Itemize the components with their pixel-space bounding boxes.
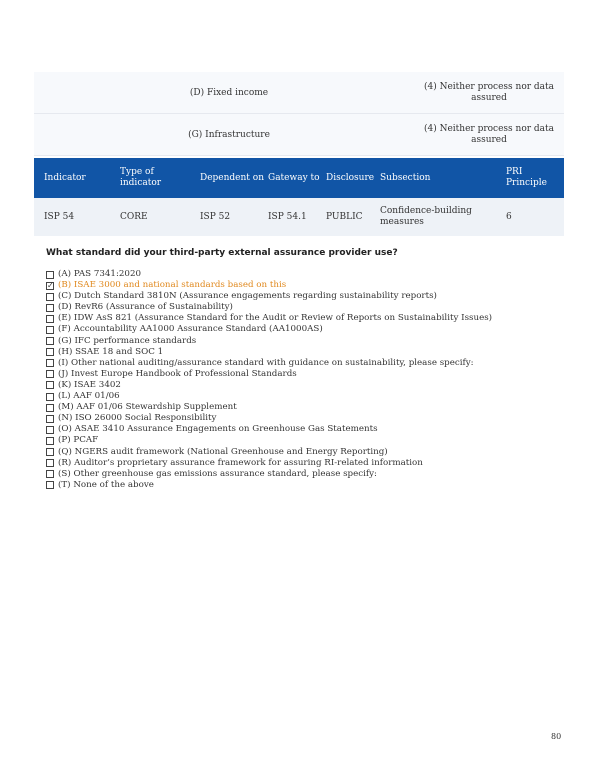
cell-principle: 6 [506,211,512,222]
option-label: (G) IFC performance standards [58,335,197,346]
asset-class-assurance-table [34,72,564,156]
header-indicator: Indicator [44,172,86,183]
cell-dependent: ISP 52 [200,211,231,222]
option-item[interactable] [46,424,492,435]
header-subsection: Subsection [380,172,431,183]
question-text: What standard did your third-party external assurance provider use? [46,248,398,258]
checkbox-icon[interactable] [46,481,54,489]
assurance-standard-options [46,269,492,491]
checkbox-icon[interactable] [46,315,54,323]
option-item[interactable] [46,324,492,335]
header-gateway: Gateway to [268,172,320,183]
option-label: (O) ASAE 3410 Assurance Engagements on Greenhouse Gas Statements [58,424,378,435]
header-type: Type of indicator [120,167,162,188]
option-label: (K) ISAE 3402 [58,379,121,390]
checkbox-icon[interactable] [46,415,54,423]
option-item[interactable] [46,336,492,347]
option-item[interactable] [46,413,492,424]
header-dependent: Dependent on [200,172,265,183]
asset-class-label: (D) Fixed income [189,88,269,98]
option-item[interactable] [46,280,492,291]
cell-indicator: ISP 54 [44,211,75,222]
assurance-value: (4) Neither process nor data assured [423,82,555,103]
option-item[interactable] [46,480,492,491]
checkbox-icon[interactable] [46,304,54,312]
indicator-table [34,158,564,236]
option-label: (S) Other greenhouse gas emissions assurance standard, please specify: [58,468,377,479]
checkbox-icon[interactable] [46,337,54,345]
option-label: (E) IDW AsS 821 (Assurance Standard for the Audit or Review of Reports on Sustainability Issues) [58,313,493,324]
checkbox-icon[interactable] [46,426,54,434]
header-disclosure: Disclosure [326,172,375,183]
option-item[interactable] [46,402,492,413]
cell-type: CORE [120,211,148,222]
option-label: (H) SSAE 18 and SOC 1 [58,346,164,357]
page-number: 80 [551,732,562,741]
option-label: (B) ISAE 3000 and national standards based on this [58,280,287,291]
checkbox-icon[interactable] [46,459,54,467]
option-label: (Q) NGERS audit framework (National Greenhouse and Energy Reporting) [58,446,388,457]
option-item[interactable] [46,391,492,402]
option-item[interactable] [46,447,492,458]
header-principle: PRI Principle [506,167,547,188]
checkbox-icon[interactable] [46,348,54,356]
option-item[interactable] [46,347,492,358]
assurance-value: (4) Neither process nor data assured [423,124,555,145]
checkbox-icon[interactable] [46,448,54,456]
option-label: (R) Auditor’s proprietary assurance framework for assuring RI-related information [58,457,423,468]
option-label: (L) AAF 01/06 [58,391,120,402]
asset-class-label: (G) Infrastructure [188,130,270,140]
option-item[interactable] [46,302,492,313]
cell-gateway: ISP 54.1 [268,211,307,222]
option-item[interactable] [46,435,492,446]
checkbox-icon[interactable] [46,393,54,401]
checkbox-icon[interactable] [46,470,54,478]
option-item[interactable] [46,369,492,380]
table-row [34,72,564,114]
option-item[interactable] [46,358,492,369]
option-label: (C) Dutch Standard 3810N (Assurance engagements regarding sustainability reports) [58,291,437,302]
table-row [34,198,564,236]
option-label: (I) Other national auditing/assurance standard with guidance on sustainability, please specify: [58,357,474,368]
option-label: (A) PAS 7341:2020 [58,269,141,279]
cell-subsection: Confidence-building measures [380,206,472,227]
checkbox-icon[interactable] [46,326,54,334]
table-row [34,114,564,156]
option-item[interactable] [46,313,492,324]
checkbox-icon[interactable] [46,404,54,412]
checkbox-icon[interactable] [46,359,54,367]
option-item[interactable] [46,380,492,391]
option-label: (N) ISO 26000 Social Responsibility [58,413,217,424]
checkbox-icon[interactable] [46,293,54,301]
option-label: (F) Accountability AA1000 Assurance Standard (AA1000AS) [58,324,323,335]
checked-checkbox-icon[interactable] [46,282,54,290]
checkbox-icon[interactable] [46,437,54,445]
option-item[interactable] [46,291,492,302]
option-label: (D) RevR6 (Assurance of Sustainability) [58,302,233,313]
option-label: (M) AAF 01/06 Stewardship Supplement [58,402,237,413]
checkbox-icon[interactable] [46,381,54,389]
option-label: (P) PCAF [58,435,99,446]
cell-disclosure: PUBLIC [326,211,363,222]
option-item[interactable] [46,469,492,480]
option-label: (J) Invest Europe Handbook of Professional Standards [58,368,297,379]
option-item[interactable] [46,458,492,469]
indicator-table-header [34,158,564,198]
checkbox-icon[interactable] [46,271,54,279]
checkbox-icon[interactable] [46,370,54,378]
option-label: (T) None of the above [58,479,154,490]
option-item[interactable] [46,269,492,280]
